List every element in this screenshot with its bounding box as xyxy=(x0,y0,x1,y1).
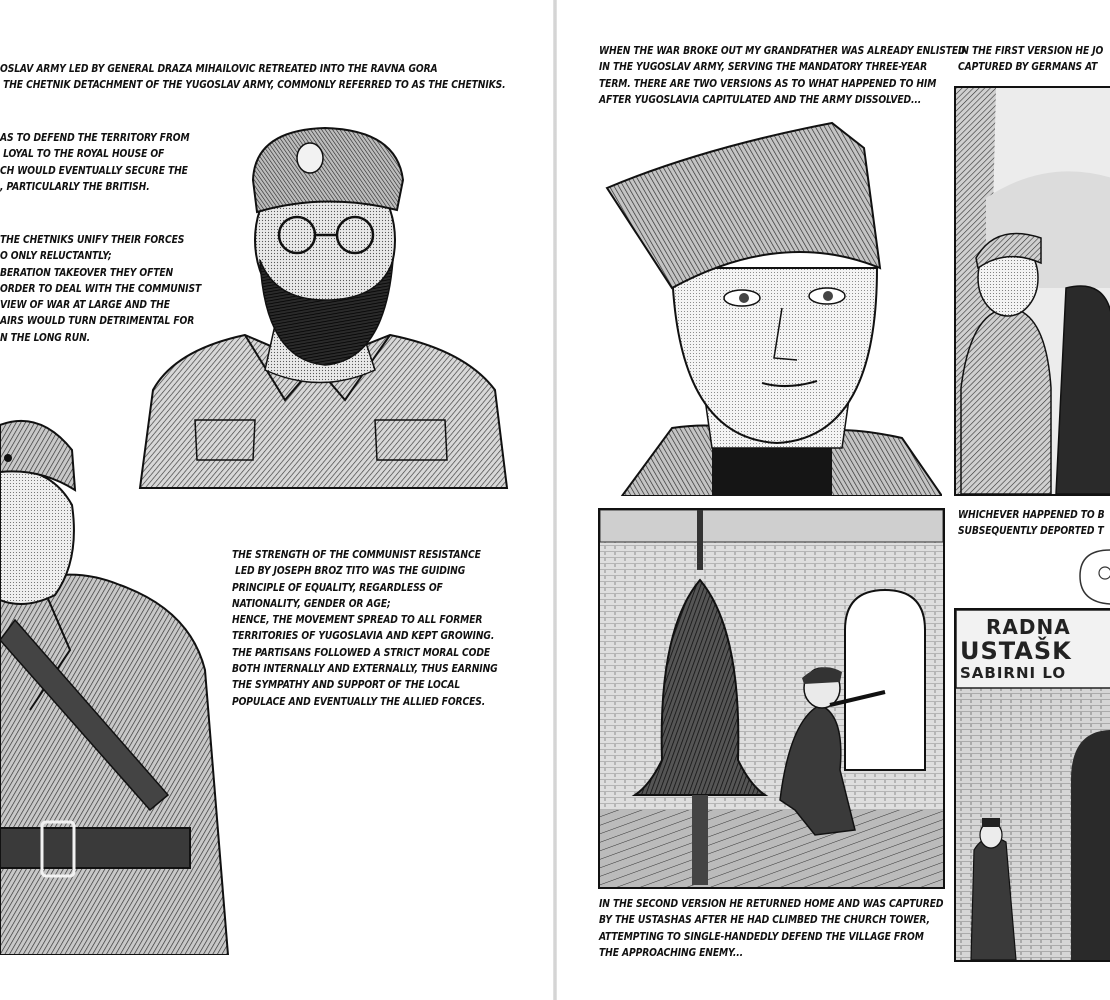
chetnik-goal-caption: AS TO DEFEND THE TERRITORY FROM LOYAL TO THE ROYAL HOUSE OF CH WOULD EVENTUALLY SECURE THE , PARTICULARLY THE BRITISH. xyxy=(0,133,190,193)
right-comic-page xyxy=(557,0,1110,1000)
ustasha-emblem-icon xyxy=(1075,548,1110,606)
grandfather-caption: WHEN THE WAR BROKE OUT MY GRANDFATHER WAS ALREADY ENLISTED IN THE YUGOSLAV ARMY, SERVING THE MANDATORY THREE-YEAR TERM. THERE ARE TWO VERSIONS AS TO WHAT HAPPENED TO HIM AFTER YUGOSLAVIA CAPITULATED AND THE ARMY DISSOLVED... xyxy=(599,46,966,106)
second-version-caption: IN THE SECOND VERSION HE RETURNED HOME AND WAS CAPTURED BY THE USTASHAS AFTER HE HAD CLIMBED THE CHURCH TOWER, ATTEMPTING TO SINGLE-HANDEDLY DEFEND THE VILLAGE FROM THE APPROACHING ENEMY... xyxy=(599,899,944,959)
left-comic-page xyxy=(0,0,553,1000)
tito-portrait-illustration xyxy=(0,410,232,955)
camp-entrance-panel xyxy=(954,608,1110,962)
church-tower-panel xyxy=(598,508,945,889)
camp-sign-line-3: SABIRNI LO xyxy=(960,664,1067,682)
first-version-panel xyxy=(954,86,1110,496)
chetnik-unify-caption: THE CHETNIKS UNIFY THEIR FORCES O ONLY RELUCTANTLY; BERATION TAKEOVER THEY OFTEN ORDER TO DEAL WITH THE COMMUNIST VIEW OF WAR AT LARGE AND THE AIRS WOULD TURN DETRIMENTAL FOR N THE LONG RUN. xyxy=(0,235,202,344)
camp-sign-line-1: RADNA xyxy=(986,615,1071,639)
camp-sign-line-2: USTAŠK xyxy=(960,637,1072,665)
whichever-caption: WHICHEVER HAPPENED TO B SUBSEQUENTLY DEPORTED T xyxy=(958,510,1105,538)
intro-caption: OSLAV ARMY LED BY GENERAL DRAZA MIHAILOVIC RETREATED INTO THE RAVNA GORA THE CHETNIK DETACHMENT OF THE YUGOSLAV ARMY, COMMONLY REFERRED TO AS THE CHETNIKS. xyxy=(0,64,506,92)
first-version-caption: IN THE FIRST VERSION HE JO CAPTURED BY GERMANS AT xyxy=(958,46,1104,74)
partisan-caption: THE STRENGTH OF THE COMMUNIST RESISTANCE LED BY JOSEPH BROZ TITO WAS THE GUIDING PRINCIPLE OF EQUALITY, REGARDLESS OF NATIONALITY, GENDER OR AGE; HENCE, THE MOVEMENT SPREAD TO ALL FORMER TERRITORIES OF YUGOSLAVIA AND KEPT GROWING. THE PARTISANS FOLLOWED A STRICT MORAL CODE BOTH INTERNALLY AND EXTERNALLY, THUS EARNING THE SYMPATHY AND SUPPORT OF THE LOCAL POPULACE AND EVENTUALLY THE ALLIED FORCES. xyxy=(232,550,498,708)
grandfather-portrait-illustration xyxy=(602,118,942,496)
